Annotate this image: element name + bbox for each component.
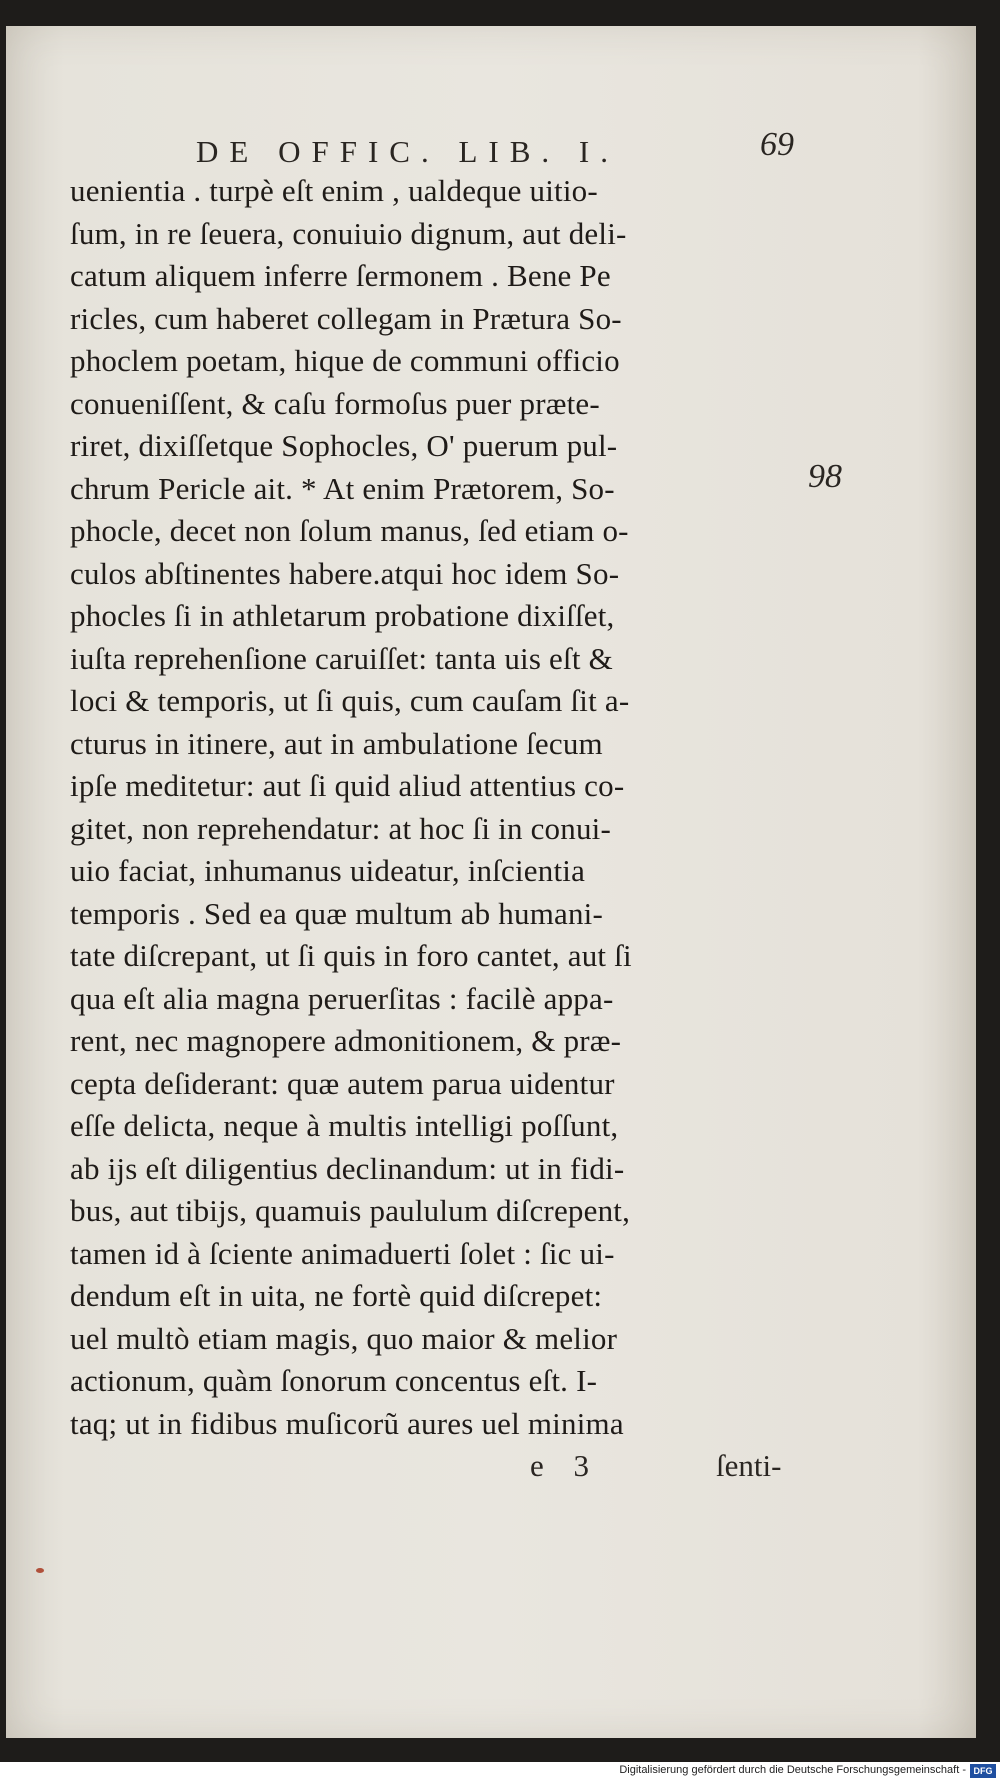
catchword: ſenti- [716,1448,782,1483]
text-line: culos abſtinentes habere.atqui hoc idem So- [70,555,620,591]
text-line: ſum, in re ſeuera, conuiuio dignum, aut deli- [70,215,627,251]
text-line: rent, nec magnopere admonitionem, & præ- [70,1023,622,1058]
body-text [70,170,810,1445]
text-line: loci & temporis, ut ſi quis, cum cauſam ſit a- [70,683,630,718]
text-line: phocles ſi in athletarum probatione dixiſſet, [70,598,615,633]
margin-number: 98 [808,458,842,495]
text-line: riret, dixiſſetque Sophocles, O' puerum pul- [70,428,618,463]
signature-mark: e 3 [530,1448,590,1483]
text-line: uenientia . turpè eſt enim , ualdeque uitio- [70,173,598,208]
text-line: conueniſſent, & caſu formoſus puer præte- [70,385,600,421]
text-line: ricles, cum haberet collegam in Prætura So- [70,300,622,336]
footer-bar [0,1762,1000,1782]
text-line: actionum, quàm ſonorum concentus eſt. I- [70,1363,598,1398]
dfg-logo-icon: DFG [970,1764,996,1778]
text-line: dendum eſt in uita, ne fortè quid diſcrepet: [70,1278,603,1313]
text-line: gitet, non reprehendatur: at hoc ſi in conui- [70,810,611,846]
text-line: eſſe delicta, neque à multis intelligi poſſunt, [70,1108,619,1143]
text-line: phocle, decet non ſolum manus, ſed etiam o- [70,513,629,548]
text-line: qua eſt alia magna peruerſitas : facilè appa- [70,980,614,1016]
text-line: cturus in itinere, aut in ambulatione ſecum [70,725,603,761]
ink-speck [36,1568,44,1573]
text-line: chrum Pericle ait. * At enim Prætorem, So- [70,470,615,506]
text-line: cepta deſiderant: quæ autem parua uidentur [70,1065,615,1101]
text-line: tate diſcrepant, ut ſi quis in foro cantet, aut ſi [70,938,632,973]
text-line: ab ijs eſt diligentius declinandum: ut in fidi- [70,1150,625,1186]
text-line: taq; ut in fidibus muſicorũ aures uel minima [70,1405,624,1441]
text-line: tamen id à ſciente animaduerti ſolet : ſic ui- [70,1235,615,1271]
text-line: bus, aut tibijs, quamuis paululum diſcrepent, [70,1193,631,1228]
text-line: ipſe meditetur: aut ſi quid aliud attentius co- [70,768,625,803]
page-number: 69 [760,126,794,163]
text-line: phoclem poetam, hique de communi officio [70,343,620,378]
text-line: iuſta reprehenſione caruiſſet: tanta uis eſt & [70,640,613,676]
text-line: catum aliquem inferre ſermonem . Bene Pe [70,258,611,293]
running-head: DE OFFIC. LIB. I. [196,134,619,169]
text-line: temporis . Sed ea quæ multum ab humani- [70,895,603,931]
text-line: uio faciat, inhumanus uideatur, inſcientia [70,853,586,888]
footer-credit: Digitalisierung gefördert durch die Deutsche Forschungsgemeinschaft - [619,1764,966,1776]
text-line: uel multò etiam magis, quo maior & melior [70,1320,618,1356]
